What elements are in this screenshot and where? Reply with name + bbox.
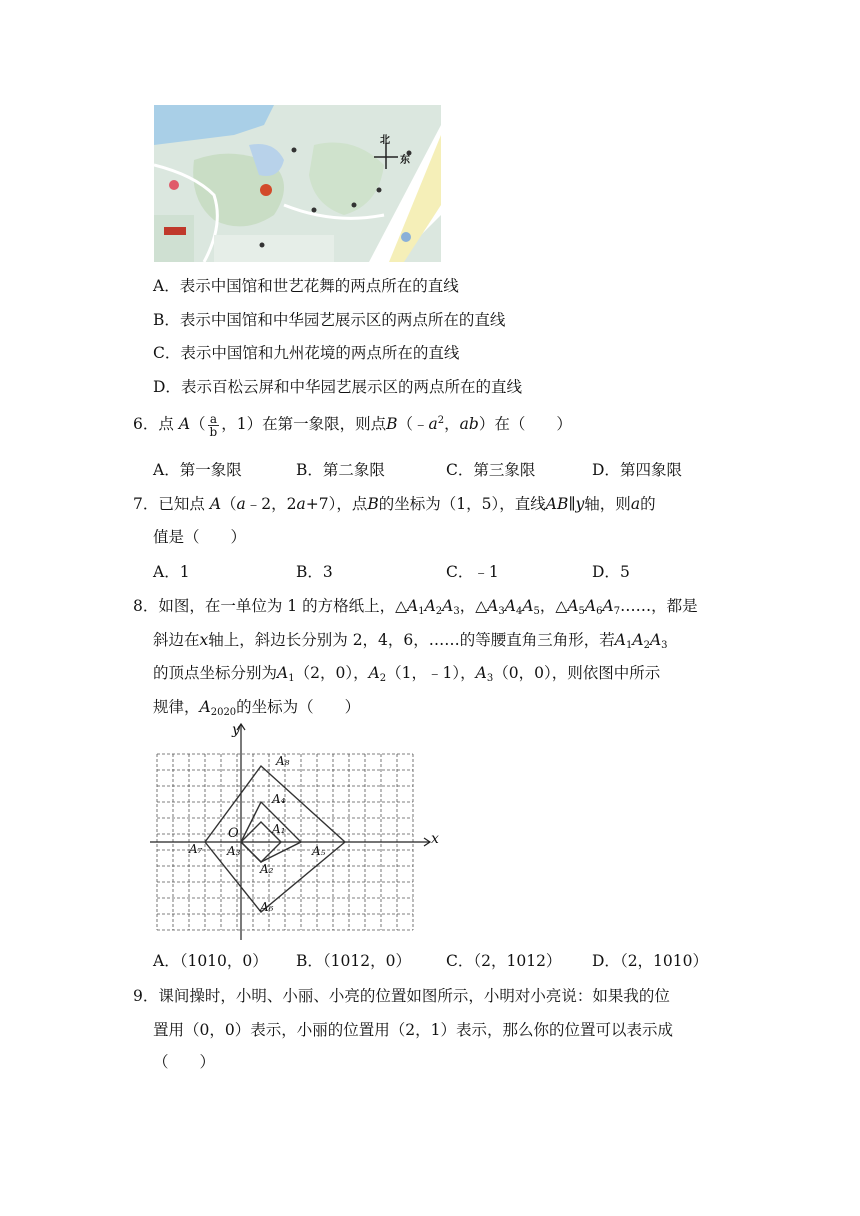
subscript: 2 <box>435 606 443 617</box>
q8-option-a[interactable] <box>153 949 268 971</box>
label-a4: A₄ <box>272 792 286 806</box>
subscript: 3 <box>486 673 494 684</box>
var: ab <box>459 415 479 433</box>
var: y <box>575 495 585 513</box>
label-a8: A₈ <box>276 754 290 768</box>
q8-stem-line1 <box>133 594 698 617</box>
text: （﹣ <box>397 415 429 433</box>
compass-east-label: 东 <box>400 155 410 166</box>
var: A <box>209 495 222 513</box>
option-text: 第四象限 <box>619 461 682 479</box>
option-text: 第三象限 <box>473 461 536 479</box>
text: ，△ <box>459 597 488 615</box>
q8-option-d[interactable] <box>592 949 708 971</box>
option-text: （2，1012） <box>473 952 562 970</box>
text: 规律， <box>153 698 200 716</box>
var: a <box>630 495 641 513</box>
var: A <box>199 698 211 716</box>
exponent: 2 <box>437 415 445 426</box>
denominator: b <box>209 424 218 439</box>
var: A <box>442 597 454 615</box>
text: （ <box>221 495 237 513</box>
x-axis-label: x <box>431 831 439 847</box>
label-a3: A₃ <box>227 844 241 858</box>
option-letter: A． <box>153 461 180 479</box>
var: A <box>614 631 626 649</box>
option-text: 表示中国馆和九州花境的两点所在的直线 <box>180 344 460 362</box>
q8-option-b[interactable] <box>296 949 411 971</box>
option-text: （2，1010） <box>619 952 708 970</box>
var: A <box>487 597 499 615</box>
option-text: 3 <box>322 563 333 581</box>
q9-stem-line1 <box>133 984 670 1006</box>
var: A <box>368 664 380 682</box>
subscript: 2020 <box>210 707 237 718</box>
q6-option-d[interactable] <box>592 458 682 480</box>
text: 的坐标为（ ） <box>236 698 361 716</box>
map-graphic <box>154 105 441 262</box>
option-letter: A． <box>153 277 180 295</box>
question-number: 9． <box>133 987 159 1005</box>
q5-option-c[interactable] <box>153 341 459 363</box>
option-text: ﹣1 <box>473 563 499 581</box>
option-text: 5 <box>619 563 630 581</box>
q8-stem-line4 <box>153 695 360 718</box>
origin-label: O <box>228 826 239 841</box>
text: ）在（ ） <box>478 415 572 433</box>
text: 的顶点坐标分别为 <box>153 664 278 682</box>
text: ， <box>444 415 460 433</box>
option-text: 表示百松云屏和中华园艺展示区的两点所在的直线 <box>180 378 522 396</box>
option-letter: B． <box>153 311 180 329</box>
var: B <box>367 495 379 513</box>
subscript: 3 <box>453 606 460 617</box>
option-text: 第一象限 <box>179 461 242 479</box>
option-text: 第二象限 <box>322 461 385 479</box>
option-letter: A． <box>153 952 180 970</box>
option-letter: C． <box>446 563 474 581</box>
var: A <box>632 631 644 649</box>
numerator: a <box>208 413 220 426</box>
var: B <box>386 415 398 433</box>
option-letter: A． <box>153 563 180 581</box>
subscript: 6 <box>596 606 603 617</box>
question-number: 7． <box>133 495 159 513</box>
q9-stem-line3: （ ） <box>153 1053 216 1071</box>
var: A <box>424 597 436 615</box>
text: （0，0），则依图中所示 <box>493 664 661 682</box>
q5-option-a[interactable] <box>153 274 459 296</box>
q6-option-c[interactable] <box>446 458 535 480</box>
text: ﹣2，2 <box>245 495 297 513</box>
q7-stem-line1 <box>133 492 656 514</box>
label-a1: A₁ <box>272 822 286 836</box>
subscript: 5 <box>578 606 585 617</box>
q7-stem-line2: 值是（ ） <box>153 528 247 546</box>
q7-option-c[interactable] <box>446 560 499 582</box>
var: a <box>236 495 246 513</box>
text: （ <box>190 415 206 433</box>
option-letter: D． <box>153 378 181 396</box>
subscript: 1 <box>625 640 633 651</box>
option-letter: D． <box>592 461 620 479</box>
option-text: （1010，0） <box>179 952 268 970</box>
text: 斜边在 <box>153 631 200 649</box>
q8-option-c[interactable] <box>446 949 561 971</box>
subscript: 3 <box>661 640 668 651</box>
label-a5: A₅ <box>312 844 326 858</box>
text: 的坐标为（1，5），直线 <box>378 495 546 513</box>
var: A <box>504 597 516 615</box>
var: A <box>567 597 579 615</box>
fraction <box>208 413 220 438</box>
option-text: 1 <box>179 563 190 581</box>
text: ，1）在第一象限，则点 <box>221 415 387 433</box>
text: （1，﹣1）， <box>386 664 476 682</box>
subscript: 2 <box>643 640 650 651</box>
text: 如图，在一单位为 1 的方格纸上，△ <box>158 597 408 615</box>
option-letter: B． <box>296 461 323 479</box>
var: A <box>602 597 614 615</box>
option-text: 表示中国馆和世艺花舞的两点所在的直线 <box>179 277 459 295</box>
park-map-image <box>154 105 441 262</box>
question-number: 6． <box>133 415 159 433</box>
label-a6: A₆ <box>260 900 274 914</box>
coordinate-grid <box>150 722 440 940</box>
var: A <box>277 664 289 682</box>
text: 已知点 <box>158 495 205 513</box>
option-letter: C． <box>446 461 474 479</box>
option-letter: D． <box>592 952 620 970</box>
option-letter: C． <box>446 952 474 970</box>
var: A <box>407 597 419 615</box>
subscript: 1 <box>288 673 295 684</box>
text: 课间操时，小明、小丽、小亮的位置如图所示，小明对小亮说：如果我的位 <box>158 987 670 1005</box>
q5-option-b[interactable] <box>153 308 505 330</box>
subscript: 2 <box>379 673 387 684</box>
compass-north-label: 北 <box>380 135 390 146</box>
label-a7: A₇ <box>189 842 203 856</box>
text: +7），点 <box>305 495 368 513</box>
var: A <box>649 631 662 649</box>
text: 点 <box>158 415 174 433</box>
q6-stem <box>133 412 572 438</box>
q8-stem-line2 <box>153 628 668 651</box>
option-letter: C． <box>153 344 181 362</box>
var: a <box>296 495 306 513</box>
subscript: 5 <box>533 606 540 617</box>
option-text: 表示中国馆和中华园艺展示区的两点所在的直线 <box>179 311 506 329</box>
var: A <box>178 415 191 433</box>
var: A <box>475 664 487 682</box>
var: AB <box>545 495 569 513</box>
q7-option-d[interactable] <box>592 560 630 582</box>
q6-option-b[interactable] <box>296 458 385 480</box>
text: （2，0）， <box>294 664 369 682</box>
subscript: 4 <box>515 606 523 617</box>
q5-option-d[interactable] <box>153 375 522 397</box>
var: x <box>199 631 209 649</box>
subscript: 1 <box>418 606 425 617</box>
text: ……，都是 <box>620 597 698 615</box>
q8-stem-line3 <box>153 661 660 684</box>
option-text: （1012，0） <box>322 952 411 970</box>
q7-option-b[interactable] <box>296 560 333 582</box>
q7-option-a[interactable] <box>153 560 190 582</box>
var: A <box>522 597 534 615</box>
q9-stem-line2: 置用（0，0）表示，小丽的位置用（2，1）表示，那么你的位置可以表示成 <box>153 1021 673 1039</box>
q6-option-a[interactable] <box>153 458 242 480</box>
text: 的 <box>640 495 656 513</box>
text: 轴，则 <box>584 495 631 513</box>
var: A <box>584 597 597 615</box>
var: a <box>428 415 438 433</box>
option-letter: B． <box>296 563 323 581</box>
text: ，△ <box>539 597 568 615</box>
question-number: 8． <box>133 597 159 615</box>
option-letter: B． <box>296 952 323 970</box>
subscript: 7 <box>613 606 621 617</box>
subscript: 3 <box>498 606 505 617</box>
text: ∥ <box>568 495 576 513</box>
text: 轴上，斜边长分别为 2，4，6，……的等腰直角三角形，若 <box>208 631 615 649</box>
label-a2: A₂ <box>260 862 274 876</box>
q8-coordinate-figure <box>150 722 440 940</box>
y-axis-label: y <box>232 722 240 738</box>
option-letter: D． <box>592 563 620 581</box>
